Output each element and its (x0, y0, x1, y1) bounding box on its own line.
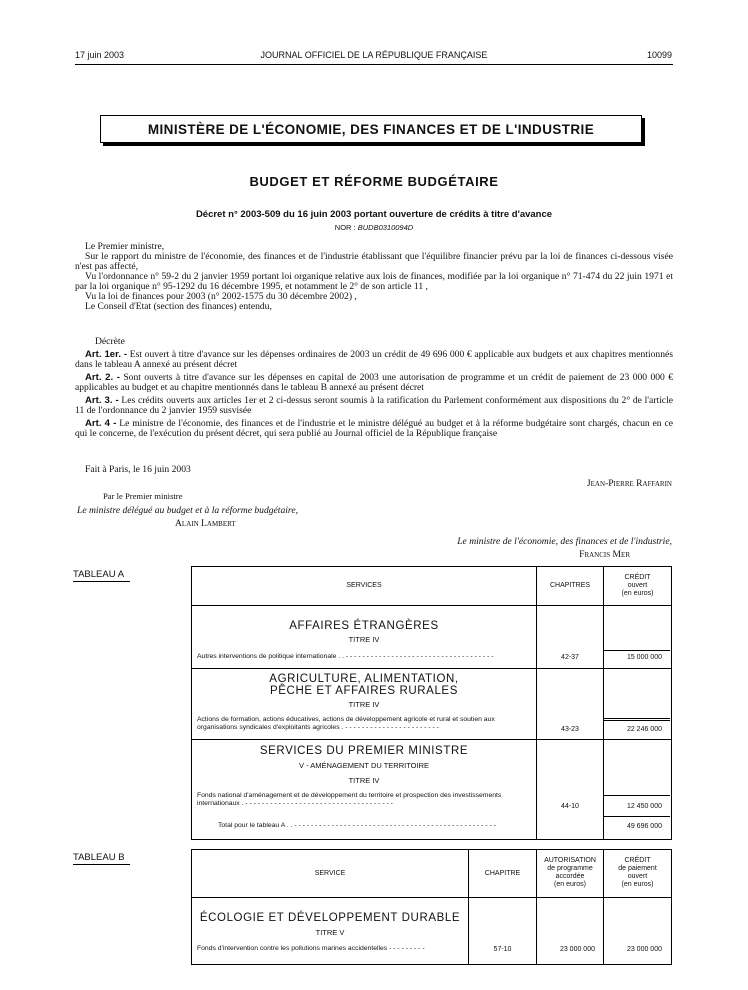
tableau-a-header-rule (192, 605, 671, 606)
header-credit-l1: CRÉDIT (624, 574, 651, 581)
nor-code: BUDB0310094D (357, 223, 414, 232)
block-title: SERVICES DU PREMIER MINISTRE (259, 745, 469, 757)
decrete: Décrète (95, 336, 125, 347)
header-chapitres: CHAPITRES (549, 582, 591, 589)
minister-role: Le ministre de l'économie, des finances et de l'industrie, (457, 536, 672, 547)
amount-rule (604, 718, 670, 721)
article-text: Le ministre de l'économie, des finances et de l'industrie et le ministre délégué au budget et à la réforme budgétaire sont chargés, chacun en ce qui le concerne, de l'exécution du présent décret, qui sera publié au Journal officiel de la République française (75, 418, 673, 439)
header-services: SERVICES (346, 582, 382, 589)
total-amount: 49 696 000 (626, 823, 662, 830)
header-chapitre: CHAPITRE (484, 870, 521, 877)
total-row-label (218, 822, 532, 830)
minister-signature: Francis Mer (579, 549, 630, 560)
table-row-label (197, 792, 531, 809)
ministry-title: MINISTÈRE DE L'ÉCONOMIE, DES FINANCES ET DE L'INDUSTRIE (147, 121, 595, 137)
tableau-b-label: TABLEAU B (73, 852, 125, 863)
header-ap-l1: AUTORISATION (544, 857, 596, 864)
tableau-a-label-rule (73, 581, 130, 582)
section-title: BUDGET ET RÉFORME BUDGÉTAIRE (249, 174, 499, 189)
chapter-cell: 42-37 (561, 654, 579, 661)
article (75, 373, 673, 393)
tableau-a-label: TABLEAU A (73, 569, 125, 580)
preamble-line: Le Conseil d'Etat (section des finances) entendu, (85, 301, 272, 312)
journal-title: JOURNAL OFFICIEL DE LA RÉPUBLIQUE FRANÇAISE (260, 50, 488, 60)
header-credit (604, 574, 671, 598)
header-cp-l2: de paiement (618, 865, 657, 872)
block-title: PÊCHE ET AFFAIRES RURALES (270, 685, 458, 697)
header-cp-l1: CRÉDIT (624, 857, 651, 864)
article-text: Sont ouverts à titre d'avance sur les dépenses en capital de 2003 une autorisation de programme et un crédit de paiement de 23 000 000 € applicables au budget et au chapitre mentionnés dans le tableau B annexé au présent décret (75, 372, 673, 393)
article-label: Art. 2. - (85, 372, 120, 383)
header-service: SERVICE (314, 870, 346, 877)
nor-label: NOR : (334, 223, 356, 232)
table-row-label (197, 945, 463, 953)
preamble-line: Le Premier ministre, (85, 241, 165, 252)
amount-cell: 15 000 000 (626, 654, 662, 661)
amount-cell: 12 450 000 (626, 803, 662, 810)
block-subtitle: V - AMÉNAGEMENT DU TERRITOIRE (298, 761, 430, 770)
page-number: 10099 (646, 50, 672, 60)
nor-reference (0, 223, 748, 232)
tableau-a-row-rule (192, 668, 671, 669)
row-text: Fonds d'intervention contre les pollutions marines accidentelles (197, 945, 388, 952)
preamble-line: Vu l'ordonnance n° 59-2 du 2 janvier 1959 portant loi organique relative aux lois de finances, modifiée par la loi organique n° 71-474 du 22 juin 1971 et par la loi organique n° 95-1292 du 16 décembre 1995, et notamment le 2° de son article 11 , (75, 271, 673, 292)
chapter-cell: 44-10 (561, 803, 579, 810)
total-label: Total pour le tableau A (218, 822, 285, 829)
article-text: Les crédits ouverts aux articles 1er et 2 ci-dessus seront soumis à la ratification du Parlement conformément aux dispositions du 2° de l'article 11 de l'ordonnance du 2 janvier 1959 susvisée (75, 395, 673, 416)
delegate-signature: Alain Lambert (175, 518, 236, 529)
ministry-banner (100, 115, 642, 143)
amount-rule (604, 650, 670, 651)
block-titre: TITRE IV (348, 635, 380, 644)
chapter-cell: 43-23 (561, 726, 579, 733)
leader-dots: . - - - - - - - - - - - - - - - - - - - - - - - - - - - - - - - - - - - - (241, 800, 393, 807)
articles (75, 350, 673, 439)
tableau-b-label-rule (73, 864, 130, 865)
block-title: AFFAIRES ÉTRANGÈRES (289, 620, 439, 632)
article (75, 350, 673, 370)
tableau-a-row-rule (192, 739, 671, 740)
tableau-b-header-rule (192, 897, 671, 898)
row-text: Actions de formation, actions éducatives, actions de développement agricole et rural et soutien aux organisations syndicales d'exploitants agricoles (197, 716, 495, 731)
header-credit-l3: (en euros) (621, 590, 654, 597)
tableau-a-col-divider (536, 566, 537, 839)
page-date: 17 juin 2003 (75, 50, 125, 60)
header-cp (604, 857, 671, 889)
header-credit-l2: ouvert (627, 582, 648, 589)
preamble-line: Vu la loi de finances pour 2003 (n° 2002-1575 du 30 décembre 2002) , (85, 291, 357, 302)
header-ap-l3: accordée (555, 873, 585, 880)
header-cp-l4: (en euros) (621, 881, 654, 888)
amount-rule (604, 816, 670, 817)
block-titre: TITRE V (315, 928, 345, 937)
row-text: Fonds national d'aménagement et de développement du territoire et prospection des investissements internationaux (197, 792, 502, 807)
article (75, 396, 673, 416)
by-pm: Par le Premier ministre (103, 491, 183, 501)
pm-signature: Jean-Pierre Raffarin (586, 478, 672, 489)
article-label: Art. 4 - (85, 418, 117, 429)
row-text: Autres interventions de politique internationale (197, 653, 337, 660)
header-ap (537, 857, 603, 889)
article (75, 419, 673, 439)
block-title: ÉCOLOGIE ET DÉVELOPPEMENT DURABLE (199, 912, 461, 924)
amount-rule (604, 795, 670, 796)
amount-cell: 22 246 000 (626, 726, 662, 733)
tableau-a-col-divider (603, 566, 604, 839)
leader-dots: . . - - - - - - - - - - - - - - - - - - - - - - - - - - - - - - - - - - - - - - - - - - - - - - - - - (286, 822, 496, 829)
table-row-label (197, 653, 529, 661)
header-ap-l4: (en euros) (554, 881, 586, 888)
block-titre: TITRE IV (348, 776, 380, 785)
article-label: Art. 3. - (85, 395, 119, 406)
decree-title: Décret n° 2003-509 du 16 juin 2003 portant ouverture de crédits à titre d'avance (195, 209, 553, 220)
cp-amount: 23 000 000 (626, 946, 662, 953)
header-ap-l2: de programme (547, 865, 593, 872)
table-row-label (197, 716, 531, 733)
preamble-line: Sur le rapport du ministre de l'économie, des finances et de l'industrie établissant que l'équilibre financier prévu par la loi de finances ci-dessous visée n'est pas affecté, (75, 251, 673, 272)
header-rule (75, 64, 673, 65)
leader-dots: . - - - - - - - - - - - - - - - - - - - - - - - (341, 724, 439, 731)
preamble (75, 242, 673, 312)
done-at: Fait à Paris, le 16 juin 2003 (85, 464, 191, 475)
ap-amount: 23 000 000 (559, 946, 595, 953)
block-title: AGRICULTURE, ALIMENTATION, (269, 673, 459, 685)
article-label: Art. 1er. - (85, 349, 128, 360)
header-cp-l3: ouvert (627, 873, 648, 880)
block-titre: TITRE IV (348, 700, 380, 709)
article-text: Est ouvert à titre d'avance sur les dépenses ordinaires de 2003 un crédit de 49 696 000 € applicable aux budgets et aux chapitres mentionnés dans le tableau A annexé au présent décret (75, 349, 673, 370)
leader-dots: - - - - - - - - - (389, 945, 425, 952)
delegate-role: Le ministre délégué au budget et à la réforme budgétaire, (77, 505, 298, 516)
chapter-cell: 57-10 (493, 946, 512, 953)
leader-dots: . . - - - - - - - - - - - - - - - - - - - - - - - - - - - - - - - - - - - - (338, 653, 494, 660)
